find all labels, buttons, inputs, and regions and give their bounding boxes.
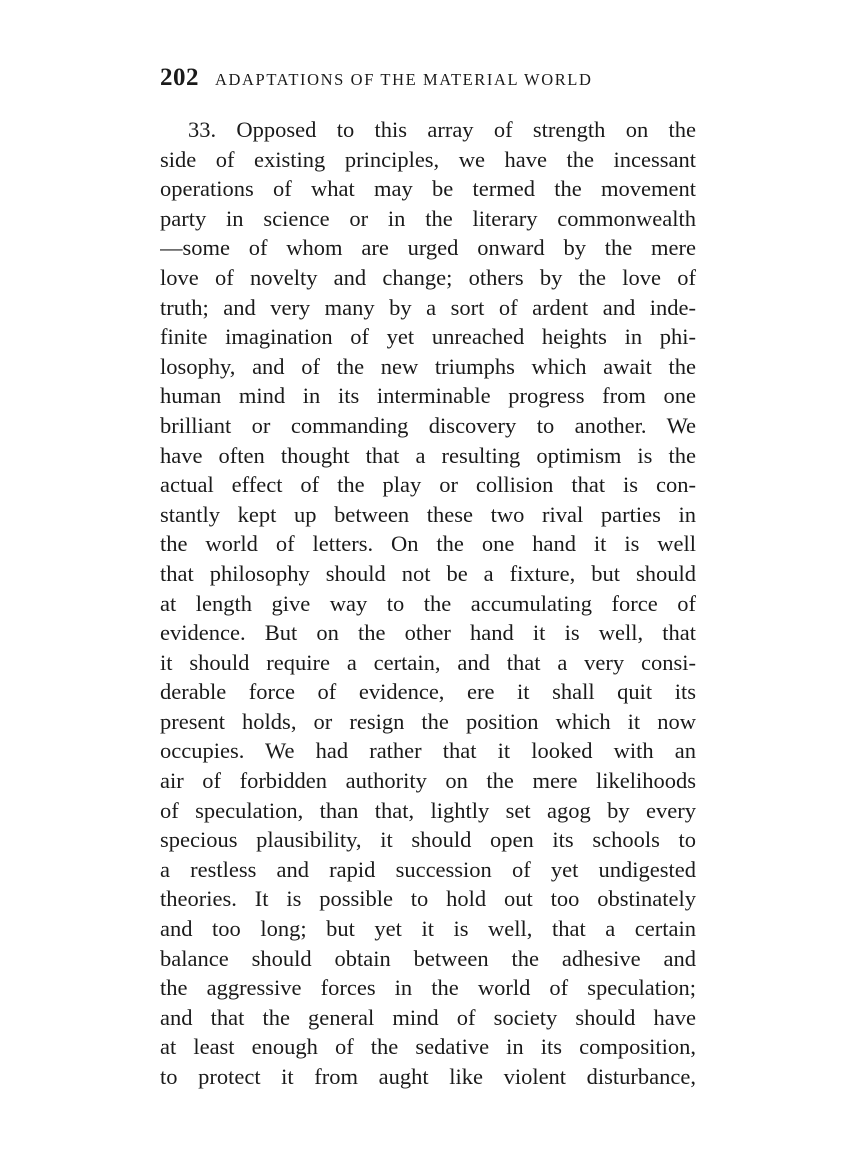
text-line: and too long; but yet it is well, that a certain bbox=[160, 916, 696, 942]
text-line: at length give way to the accumulating force of bbox=[160, 590, 696, 616]
text-line: —some of whom are urged onward by the mere bbox=[160, 235, 696, 261]
text-line: specious plausibility, it should open its schools to bbox=[160, 827, 696, 853]
text-line: of speculation, than that, lightly set agog by every bbox=[160, 797, 696, 823]
text-line: and that the general mind of society should have bbox=[160, 1004, 696, 1030]
text-line: the aggressive forces in the world of speculation; bbox=[160, 975, 696, 1001]
text-line: theories. It is possible to hold out too obstinately bbox=[160, 886, 696, 912]
body-text bbox=[160, 115, 696, 1092]
text-line: human mind in its interminable progress from one bbox=[160, 383, 696, 409]
text-line: stantly kept up between these two rival parties in bbox=[160, 501, 696, 527]
text-line: operations of what may be termed the movement bbox=[160, 176, 696, 202]
running-head bbox=[160, 64, 700, 94]
page-number: 202 bbox=[160, 64, 199, 91]
text-line: the world of letters. On the one hand it is well bbox=[160, 531, 696, 557]
text-line: at least enough of the sedative in its composition, bbox=[160, 1034, 696, 1060]
text-line: a restless and rapid succession of yet undigested bbox=[160, 856, 696, 882]
text-line: air of forbidden authority on the mere likelihoods bbox=[160, 768, 696, 794]
text-line: 33. Opposed to this array of strength on the bbox=[188, 117, 696, 142]
text-line: truth; and very many by a sort of ardent and inde- bbox=[160, 294, 696, 320]
text-line: balance should obtain between the adhesive and bbox=[160, 945, 696, 971]
text-line: finite imagination of yet unreached heights in phi- bbox=[160, 324, 696, 350]
text-line: losophy, and of the new triumphs which await the bbox=[160, 353, 696, 379]
text-line: it should require a certain, and that a very consi- bbox=[160, 649, 696, 675]
text-line: evidence. But on the other hand it is well, that bbox=[160, 620, 696, 646]
text-line: side of existing principles, we have the incessant bbox=[160, 146, 696, 172]
text-line: present holds, or resign the position which it now bbox=[160, 708, 696, 734]
text-line: have often thought that a resulting optimism is the bbox=[160, 442, 696, 468]
running-title: ADAPTATIONS OF THE MATERIAL WORLD bbox=[215, 70, 593, 89]
text-line: love of novelty and change; others by the love of bbox=[160, 264, 696, 290]
text-line: occupies. We had rather that it looked with an bbox=[160, 738, 696, 764]
text-line: brilliant or commanding discovery to another. We bbox=[160, 412, 696, 438]
text-line: party in science or in the literary commonwealth bbox=[160, 205, 696, 231]
text-line: to protect it from aught like violent disturbance, bbox=[160, 1064, 696, 1089]
text-line: actual effect of the play or collision that is con- bbox=[160, 472, 696, 498]
text-line: derable force of evidence, ere it shall quit its bbox=[160, 679, 696, 705]
text-line: that philosophy should not be a fixture, but should bbox=[160, 560, 696, 586]
